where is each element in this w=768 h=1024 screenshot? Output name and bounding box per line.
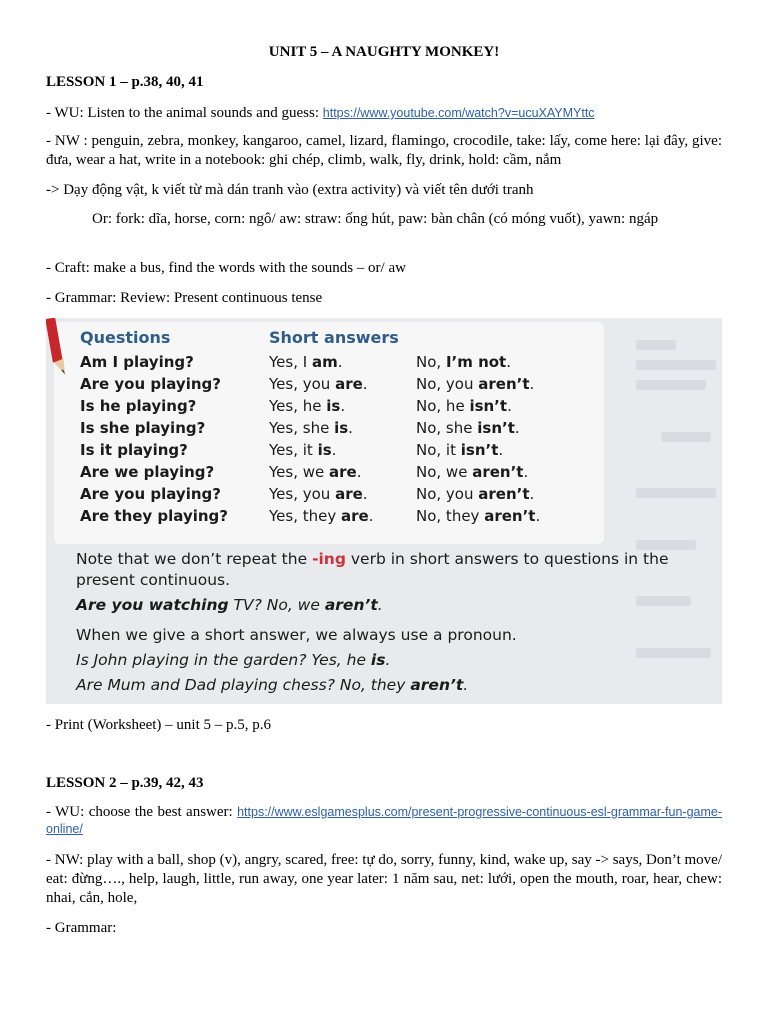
eslgamesplus-link[interactable]: https://www.eslgamesplus.com/present-progressive-continuous-esl-grammar-fun-game-online/ bbox=[46, 805, 722, 836]
lesson1-or-sounds: Or: fork: dĩa, horse, corn: ngô/ aw: straw: ống hút, paw: bàn chân (có móng vuốt), yawn: ngáp bbox=[92, 211, 659, 227]
note-line-1: Note that we don’t repeat the -ing verb in short answers to questions in the bbox=[76, 550, 669, 568]
background-text-line bbox=[661, 432, 711, 442]
lesson2-warmup-text: - WU: choose the best answer: bbox=[46, 804, 238, 820]
table-row bbox=[80, 397, 196, 415]
lesson1-warmup-text: - WU: Listen to the animal sounds and guess: bbox=[46, 105, 323, 121]
yes-answer: Yes, he is. bbox=[269, 397, 346, 415]
no-answer: No, we aren’t. bbox=[416, 463, 529, 481]
table-row bbox=[80, 375, 221, 393]
lesson1-print: - Print (Worksheet) – unit 5 – p.5, p.6 bbox=[46, 717, 272, 733]
background-text-line bbox=[636, 596, 691, 606]
lesson1-heading: LESSON 1 – p.38, 40, 41 bbox=[46, 74, 204, 90]
background-text-line bbox=[636, 540, 696, 550]
question-text: Are they playing? bbox=[80, 507, 229, 525]
lesson2-grammar: - Grammar: bbox=[46, 920, 117, 936]
yes-answer: Yes, it is. bbox=[269, 441, 337, 459]
no-answer: No, they aren’t. bbox=[416, 507, 541, 525]
no-answer: No, she isn’t. bbox=[416, 419, 520, 437]
question-text: Are we playing? bbox=[80, 463, 215, 481]
unit-title: UNIT 5 – A NAUGHTY MONKEY! bbox=[268, 44, 500, 60]
questions-table bbox=[54, 322, 604, 544]
background-text-line bbox=[636, 340, 676, 350]
no-answer: No, he isn’t. bbox=[416, 397, 512, 415]
example-1: Are you watching TV? No, we aren’t. bbox=[76, 596, 383, 614]
note-line-2: present continuous. bbox=[76, 571, 231, 589]
table-row bbox=[80, 441, 188, 459]
table-row bbox=[80, 353, 194, 371]
question-text: Are you playing? bbox=[80, 375, 221, 393]
question-text: Is he playing? bbox=[80, 397, 197, 415]
lesson1-activity: -> Dạy động vật, k viết từ mà dán tranh vào (extra activity) và viết tên dưới tranh bbox=[46, 182, 534, 198]
yes-answer: Yes, they are. bbox=[269, 507, 374, 525]
no-answer: No, it isn’t. bbox=[416, 441, 504, 459]
lesson2-warmup bbox=[46, 804, 722, 838]
question-text: Is it playing? bbox=[80, 441, 188, 459]
example-3: Are Mum and Dad playing chess? No, they aren’t. bbox=[76, 676, 469, 694]
yes-answer: Yes, you are. bbox=[269, 485, 368, 503]
pencil-icon bbox=[46, 318, 68, 380]
no-answer: No, you aren’t. bbox=[416, 375, 535, 393]
lesson1-grammar: - Grammar: Review: Present continuous tense bbox=[46, 290, 323, 306]
background-text-line bbox=[636, 488, 716, 498]
example-2: Is John playing in the garden? Yes, he is. bbox=[76, 651, 391, 669]
table-row bbox=[80, 419, 205, 437]
lesson1-warmup bbox=[46, 104, 722, 123]
lesson2-heading: LESSON 2 – p.39, 42, 43 bbox=[46, 775, 204, 791]
lesson2-new-words: - NW: play with a ball, shop (v), angry, scared, free: tự do, sorry, funny, kind, wake up, say -> says, Don’t move/ eat: đừng…., help, laugh, little, run away, one year later: 1 năm sau, net: lưới, open the mouth, roar, hear, chew: nhai, cắn, hole, bbox=[46, 852, 723, 906]
background-text-line bbox=[636, 648, 711, 658]
youtube-link[interactable]: https://www.youtube.com/watch?v=ucuXAYMYttc bbox=[322, 106, 595, 120]
background-text-line bbox=[636, 360, 716, 370]
yes-answer: Yes, I am. bbox=[269, 353, 343, 371]
question-text: Are you playing? bbox=[80, 485, 221, 503]
background-text-line bbox=[636, 380, 706, 390]
yes-answer: Yes, you are. bbox=[269, 375, 368, 393]
no-answer: No, you aren’t. bbox=[416, 485, 535, 503]
table-row bbox=[80, 507, 228, 525]
table-row bbox=[80, 485, 221, 503]
grammar-figure bbox=[46, 318, 722, 704]
question-text: Is she playing? bbox=[80, 419, 206, 437]
lesson1-craft: - Craft: make a bus, find the words with the sounds – or/ aw bbox=[46, 260, 406, 276]
yes-answer: Yes, we are. bbox=[269, 463, 362, 481]
lesson1-new-words: - NW : penguin, zebra, monkey, kangaroo, camel, lizard, flamingo, crocodile, take: lấy, come here: lại đây, give: đưa, wear a hat, write in a notebook: ghi chép, climb, walk, fly, drink, hold: cầm, nắm bbox=[46, 133, 722, 168]
short-answers-header: Short answers bbox=[269, 328, 399, 347]
no-answer: No, I’m not. bbox=[416, 353, 512, 371]
questions-header: Questions bbox=[80, 328, 171, 347]
question-text: Am I playing? bbox=[80, 353, 194, 371]
table-row bbox=[80, 463, 214, 481]
yes-answer: Yes, she is. bbox=[269, 419, 353, 437]
note-pronoun: When we give a short answer, we always use a pronoun. bbox=[76, 626, 517, 644]
